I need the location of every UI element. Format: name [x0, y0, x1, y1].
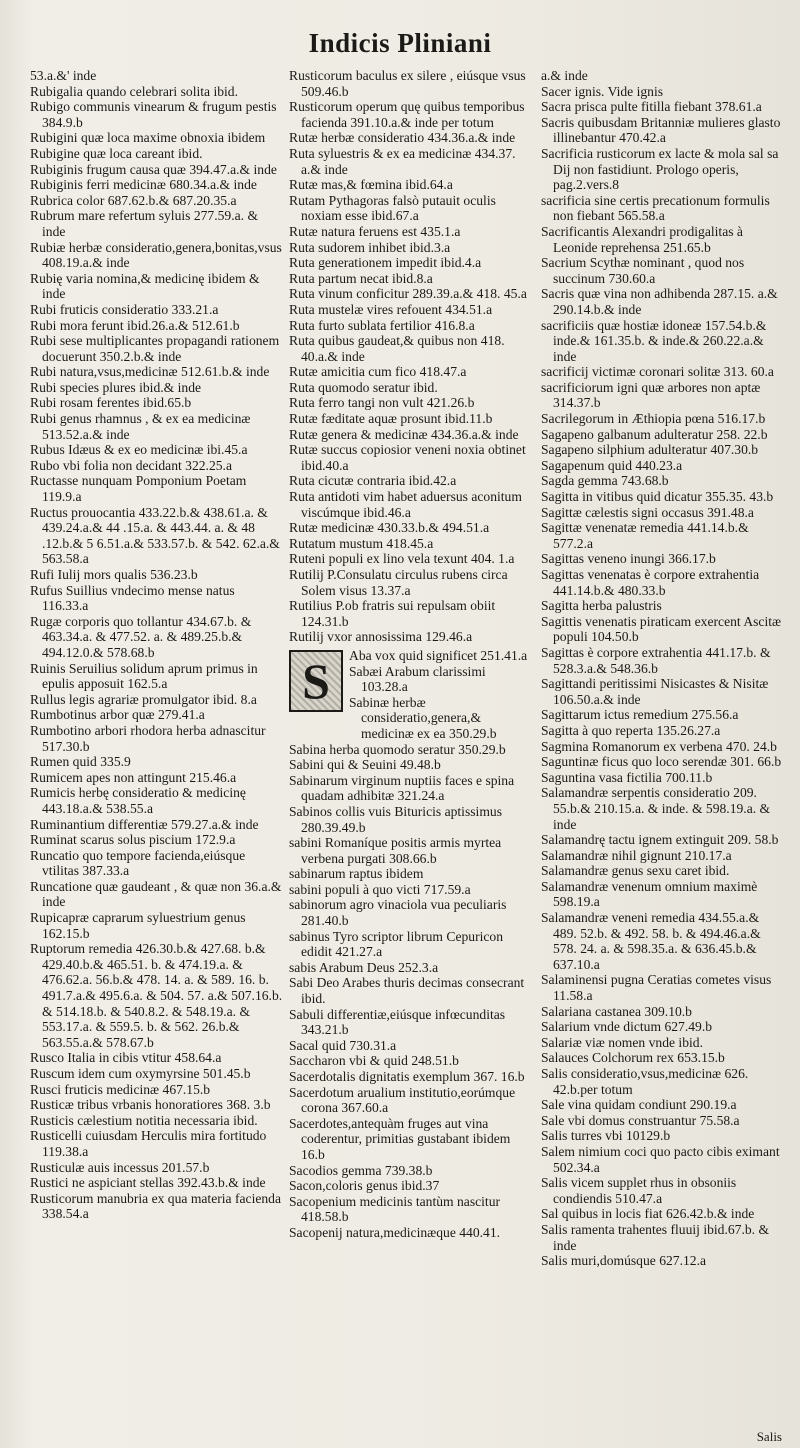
index-entry: Sabinæ herbæ consideratio,genera,& medicinæ ex ea 350.29.b: [349, 694, 497, 741]
index-entry: Rustici ne aspiciant stellas 392.43.b.& inde: [30, 1175, 266, 1191]
index-entry: Runcatione quæ gaudeant , & quæ non 36.a.& inde: [30, 878, 285, 910]
index-entry: Sabæi Arabum clarissimi 103.28.a: [349, 663, 490, 695]
index-entry: Sacodios gemma 739.38.b: [289, 1162, 433, 1178]
index-entry: Salamandræ veneni remedia 434.55.a.& 489. 52.b. & 492. 58. b. & 494.46.a.& 578. 24. a. & 598.35.a. & 636.45.b.& 637.10.a: [541, 910, 765, 972]
index-entry: Ruta sudorem inhibet ibid.3.a: [289, 239, 451, 255]
index-entry: sabinus Tyro scriptor librum Cepuricon edidit 421.27.a: [289, 928, 507, 960]
index-entry: Ruta partum necat ibid.8.a: [289, 270, 433, 286]
index-entry: Rubi sese multiplicantes propagandi rationem docuerunt 350.2.b.& inde: [30, 333, 283, 364]
index-column-2: [289, 68, 534, 1241]
index-entry: Sacer ignis. Vide ignis: [541, 83, 664, 99]
index-entry: Ruscum idem cum oxymyrsine 501.45.b: [30, 1066, 251, 1081]
index-entry: Sabini qui & Seuini 49.48.b: [289, 757, 441, 773]
index-entry: Rubię varia nomina,& medicinę ibidem & inde: [30, 270, 263, 302]
index-entry: Salamandræ nihil gignunt 210.17.a: [541, 847, 732, 863]
index-entry: Sagitta in vitibus quid dicatur 355.35. 43.b: [541, 489, 774, 505]
index-entry: Rubi mora ferunt ibid.26.a.& 512.61.b: [30, 317, 240, 333]
index-entry: Sagitta herba palustris: [541, 598, 662, 614]
index-entry: Rubigine quæ loca careant ibid.: [30, 145, 203, 161]
index-column-1: [30, 68, 286, 1222]
index-entry: Rutæ medicinæ 430.33.b.& 494.51.a: [289, 520, 490, 536]
index-entry: Sagda gemma 743.68.b: [541, 473, 669, 489]
index-entry: Sacal quid 730.31.a: [289, 1037, 397, 1053]
index-entry: Ruteni populi ex lino vela texunt 404. 1.a: [289, 551, 515, 567]
index-entry: Sacerdotalis dignitatis exemplum 367. 16.b: [289, 1069, 525, 1084]
catchword: Salis: [756, 1429, 782, 1444]
index-entry: Ruinis Seruilius solidum aprum primus in epulis apposuit 162.5.a: [30, 660, 262, 692]
index-entry: Sacerdotum arualium institutio,eorúmque corona 367.60.a: [289, 1084, 519, 1116]
index-entry: Rumen quid 335.9: [30, 754, 131, 770]
index-entry: Rubus Idæus & ex eo medicinæ ibi.45.a: [30, 442, 248, 458]
index-entry: Rubi fruticis consideratio 333.21.a: [30, 301, 219, 317]
index-entry: Sacris quibusdam Britanniæ mulieres glasto illinebantur 470.42.a: [541, 114, 784, 146]
index-entry: Rullus legis agrariæ promulgator ibid. 8.a: [30, 691, 257, 707]
index-entry: Sacris quæ vina non adhibenda 287.15. a.& 290.14.b.& inde: [541, 286, 782, 317]
index-entry: Salariæ viæ nomen vnde ibid.: [541, 1034, 703, 1050]
index-entry: Rubrum mare refertum syluis 277.59.a. & inde: [30, 208, 262, 239]
index-entry: Salis ramenta trahentes fluuij ibid.67.b. & inde: [541, 1221, 773, 1253]
index-entry: Sacon,coloris genus ibid.37: [289, 1178, 440, 1194]
index-entry: Aba vox quid significet 251.41.a: [349, 647, 528, 663]
index-entry: Rubigalia quando celebrari solita ibid.: [30, 83, 239, 99]
index-entry: Rutilius P.ob fratris sui repulsam obiit 124.31.b: [289, 598, 499, 629]
index-entry: Rumicem apes non attingunt 215.46.a: [30, 769, 237, 785]
index-entry: Rutæ natura feruens est 435.1.a: [289, 223, 461, 239]
index-entry: Salem nimium coci quo pacto cibis eximant 502.34.a: [541, 1143, 784, 1175]
index-entry: Salis muri,domúsque 627.12.a: [541, 1253, 707, 1269]
index-entry: Salamandræ serpentis consideratio 209. 55.b.& 210.15.a. & inde. & 598.19.a. & inde: [541, 785, 774, 832]
index-entry: Rubigini quæ loca maxime obnoxia ibidem: [30, 130, 266, 146]
index-entry: Salariana castanea 309.10.b: [541, 1003, 692, 1019]
index-entry: sacrificiis quæ hostiæ idoneæ 157.54.b.& inde.& 161.35.b. & inde.& 260.22.a.& inde: [541, 317, 770, 364]
index-entry: sacrificij victimæ coronari solitæ 313. 60.a: [541, 364, 774, 380]
index-entry: Rusticelli cuiusdam Herculis mira fortitudo 119.38.a: [30, 1128, 270, 1159]
index-entry: Salauces Colchorum rex 653.15.b: [541, 1050, 725, 1066]
index-entry: Sagittis venenatis piraticam exercent Ascitæ populi 104.50.b: [541, 613, 785, 645]
index-entry: a.& inde: [541, 68, 588, 83]
index-entry: Rubiginis frugum causa quæ 394.47.a.& inde: [30, 161, 277, 177]
index-entry: 53.a.&' inde: [30, 68, 97, 83]
index-entry: Rutæ amicitia cum fico 418.47.a: [289, 364, 467, 380]
index-entry: Ruta quibus gaudeat,& quibus non 418. 40.a.& inde: [289, 333, 509, 364]
index-entry: Sacopenij natura,medicinæque 440.41.: [289, 1224, 501, 1240]
initial-lines: [349, 648, 534, 742]
index-entry: Salis turres vbi 10129.b: [541, 1128, 671, 1144]
index-entry: Rubrica color 687.62.b.& 687.20.35.a: [30, 192, 237, 208]
index-entry: Sale vina quidam condiunt 290.19.a: [541, 1097, 737, 1113]
index-entry: Saguntina vasa fictilia 700.11.b: [541, 769, 713, 785]
index-entry: Salamandræ genus sexu caret ibid.: [541, 863, 730, 879]
index-entry: Ructasse nunquam Pomponium Poetam 119.9.a: [30, 473, 250, 505]
index-entry: Rupicapræ caprarum syluestrium genus 162.15.b: [30, 910, 249, 941]
index-entry: Salarium vnde dictum 627.49.b: [541, 1019, 713, 1035]
index-entry: Sagmina Romanorum ex verbena 470. 24.b: [541, 738, 777, 754]
index-entry: Salaminensi pugna Ceratias cometes visus 11.58.a: [541, 972, 775, 1004]
index-entry: sabini Romaníque positis armis myrtea verbena purgati 308.66.b: [289, 835, 505, 866]
index-entry: Rutilij vxor annosissima 129.46.a: [289, 629, 473, 645]
index-entry: Rubi rosam ferentes ibid.65.b: [30, 395, 192, 411]
index-entry: Salamandræ venenum omnium maximè 598.19.a: [541, 878, 761, 910]
index-entry: Rusticorum manubria ex qua materia facienda 338.54.a: [30, 1190, 285, 1222]
index-entry: Sabina herba quomodo seratur 350.29.b: [289, 741, 506, 757]
index-entry: Ruminat scarus solus piscium 172.9.a: [30, 832, 236, 848]
initial-s-block: [289, 648, 534, 742]
index-entry: Ruta cicutæ contraria ibid.42.a: [289, 473, 457, 489]
index-entry: Sagittas venenatas è corpore extrahentia 441.14.b.& 480.33.b: [541, 567, 763, 598]
index-entry: Ruta vinum conficitur 289.39.a.& 418. 45.a: [289, 286, 527, 302]
index-entry: Sagittarum ictus remedium 275.56.a: [541, 707, 739, 723]
index-entry: Rufus Suillius vndecimo mense natus 116.33.a: [30, 582, 239, 614]
index-entry: Rutæ mas,& fœmina ibid.64.a: [289, 177, 453, 193]
index-entry: Sabuli differentiæ,eiúsque infœcunditas 343.21.b: [289, 1006, 509, 1038]
index-entry: Rutilij P.Consulatu circulus rubens circa Solem visus 13.37.a: [289, 567, 512, 598]
index-entry: Rusticorum operum quę quibus temporibus facienda 391.10.a.& inde per totum: [289, 99, 529, 130]
index-entry: Rutæ fæditate aquæ prosunt ibid.11.b: [289, 411, 493, 427]
index-entry: Rubi species plures ibid.& inde: [30, 379, 202, 395]
index-entry: Saccharon vbi & quid 248.51.b: [289, 1053, 459, 1069]
index-entry: Sale vbi domus construantur 75.58.a: [541, 1112, 740, 1128]
index-entry: sacrificia sine certis precationum formulis non fiebant 565.58.a: [541, 192, 774, 224]
index-entry: Ruta mustelæ vires refouent 434.51.a: [289, 301, 493, 317]
index-entry: Salis vicem supplet rhus in obsoniis condiendis 510.47.a: [541, 1175, 740, 1206]
index-entry: Ruminantium differentiæ 579.27.a.& inde: [30, 816, 259, 832]
index-entry: Ruta syluestris & ex ea medicinæ 434.37. a.& inde: [289, 145, 519, 177]
index-entry: Sagittæ cælestis signi occasus 391.48.a: [541, 504, 754, 520]
index-entry: Sagapeno silphium adulteratur 407.30.b: [541, 442, 759, 458]
index-entry: Sacra prisca pulte fitilla fiebant 378.61.a: [541, 99, 762, 115]
index-entry: sabini populi à quo victi 717.59.a: [289, 881, 471, 897]
index-entry: Sacrificia rusticorum ex lacte & mola sal sa Dij non fastidiunt. Prologo operis, pag.2.vers.8: [541, 145, 782, 193]
index-entry: Rubigo communis vinearum & frugum pestis 384.9.b: [30, 99, 280, 130]
index-entry: Sacopenium medicinis tantùm nascitur 418.58.b: [289, 1193, 504, 1225]
index-entry: Rumbotino arbori rhodora herba adnascitur 517.30.b: [30, 722, 269, 754]
column-2-entries-after: [289, 742, 534, 1241]
index-entry: Rumicis herbę consideratio & medicinę 443.18.a.& 538.55.a: [30, 785, 250, 816]
index-entry: Sacrilegorum in Æthiopia pœna 516.17.b: [541, 411, 766, 427]
index-entry: Ruptorum remedia 426.30.b.& 427.68. b.& 429.40.b.& 465.51. b. & 474.19.a. & 476.62.a. 56.b.& 478. 14. a. & 589. 16. b. 491.7.a.& 495.6.a. & 504. 57. a.& 507.16.b. & 514.18.b. & 540.8.2. & 548.19.a. & 553.17.a. & 559.5. b. & 562. 26.b.& 563.55.a.& 578.67.b: [30, 941, 286, 1050]
index-entry: Rugæ corporis quo tollantur 434.67.b. & 463.34.a. & 477.52. a. & 489.25.b.& 494.12.0.& 578.68.b: [30, 613, 255, 660]
column-2-entries: [289, 68, 534, 645]
index-entry: Sabinos collis vuis Bituricis aptissimus 280.39.49.b: [289, 803, 506, 835]
index-entry: Sagittas è corpore extrahentia 441.17.b. & 528.3.a.& 548.36.b: [541, 644, 774, 676]
index-entry: Rusticorum baculus ex silere , eiúsque vsus 509.46.b: [289, 68, 530, 99]
index-entry: Sagittandi peritissimi Nisicastes & Nisitæ 106.50.a.& inde: [541, 676, 772, 707]
index-entry: Rusticæ tribus vrbanis honoratiores 368. 3.b: [30, 1097, 271, 1113]
index-entry: Rubiginis ferri medicinæ 680.34.a.& inde: [30, 177, 257, 193]
index-entry: Rutæ herbæ consideratio 434.36.a.& inde: [289, 130, 516, 146]
index-entry: Rusticulæ auis incessus 201.57.b: [30, 1159, 210, 1175]
decorated-initial: S: [289, 650, 343, 712]
index-entry: Rubi genus rhamnus , & ex ea medicinæ 513.52.a.& inde: [30, 411, 254, 442]
index-entry: Sabinarum virginum nuptiis faces e spina quadam adhibitæ 321.24.a: [289, 772, 518, 804]
index-entry: Ructus prouocantia 433.22.b.& 438.61.a. & 439.24.a.& 44 .15.a. & 443.44. a. & 48 .12.b.& 5 6.51.a.& 533.57.b. & 542. 62.a.& 563.58.a: [30, 504, 284, 567]
index-entry: Sacerdotes,antequàm fruges aut vina coderentur, primitias gustabant ibidem 16.b: [289, 1115, 514, 1162]
index-entry: Sagitta à quo reperta 135.26.27.a: [541, 722, 721, 738]
index-entry: Sabi Deo Arabes thuris decimas consecrant ibid.: [289, 975, 528, 1007]
index-entry: Rufi Iulij mors qualis 536.23.b: [30, 567, 198, 582]
index-entry: Rutæ genera & medicinæ 434.36.a.& inde: [289, 426, 519, 442]
index-entry: Rusticis cælestium notitia necessaria ibid.: [30, 1112, 258, 1128]
index-entry: sabinorum agro vinaciola vua peculiaris 281.40.b: [289, 897, 510, 929]
index-entry: Rubo vbi folia non decidant 322.25.a: [30, 457, 232, 473]
index-entry: Salamandrę tactu ignem extinguit 209. 58.b: [541, 832, 779, 848]
index-entry: Salis consideratio,vsus,medicinæ 626. 42.b.per totum: [541, 1066, 752, 1097]
index-entry: Rumbotinus arbor quæ 279.41.a: [30, 707, 205, 723]
index-entry: Rusco Italia in cibis vtitur 458.64.a: [30, 1050, 222, 1066]
index-entry: Runcatio quo tempore facienda,eiúsque vtilitas 387.33.a: [30, 847, 249, 879]
index-entry: sacrificiorum igni quæ arbores non aptæ 314.37.b: [541, 379, 764, 411]
index-column-3: [541, 68, 786, 1269]
index-entry: Rutam Pythagoras falsò putauit oculis noxiam esse ibid.67.a: [289, 192, 500, 224]
index-entry: sabinarum raptus ibidem: [289, 866, 424, 882]
index-entry: Ruta ferro tangi non vult 421.26.b: [289, 395, 475, 411]
index-entry: Sagittas veneno inungi 366.17.b: [541, 551, 716, 567]
index-entry: Rutæ succus copiosior veneni noxia obtinet ibid.40.a: [289, 442, 530, 473]
index-entry: Saguntinæ ficus quo loco serendæ 301. 66.b: [541, 754, 782, 770]
index-entry: Sagapeno galbanum adulteratur 258. 22.b: [541, 426, 768, 442]
index-entry: Sagapenum quid 440.23.a: [541, 457, 683, 473]
index-entry: Ruta quomodo seratur ibid.: [289, 379, 438, 395]
running-header: Indicis Pliniani: [308, 28, 492, 58]
index-entry: Ruta antidoti vim habet aduersus aconitum viscúmque ibid.46.a: [289, 489, 526, 520]
index-entry: Sal quibus in locis fiat 626.42.b.& inde: [541, 1206, 755, 1222]
index-entry: Sacrium Scythæ nominant , quod nos succinum 730.60.a: [541, 255, 748, 286]
index-entry: Rutatum mustum 418.45.a: [289, 535, 434, 551]
index-entry: Rusci fruticis medicinæ 467.15.b: [30, 1081, 211, 1097]
index-entry: Rubi natura,vsus,medicinæ 512.61.b.& inde: [30, 364, 270, 380]
index-entry: Ruta generationem impedit ibid.4.a: [289, 255, 482, 271]
index-entry: Rubiæ herbæ consideratio,genera,bonitas,vsus 408.19.a.& inde: [30, 239, 286, 271]
index-entry: Sacrificantis Alexandri prodigalitas à Leonide reprehensa 251.65.b: [541, 223, 747, 255]
index-entry: sabis Arabum Deus 252.3.a: [289, 959, 439, 975]
index-entry: Ruta furto sublata fertilior 416.8.a: [289, 317, 475, 333]
index-entry: Sagittæ venenatæ remedia 441.14.b.& 577.2.a: [541, 520, 753, 551]
